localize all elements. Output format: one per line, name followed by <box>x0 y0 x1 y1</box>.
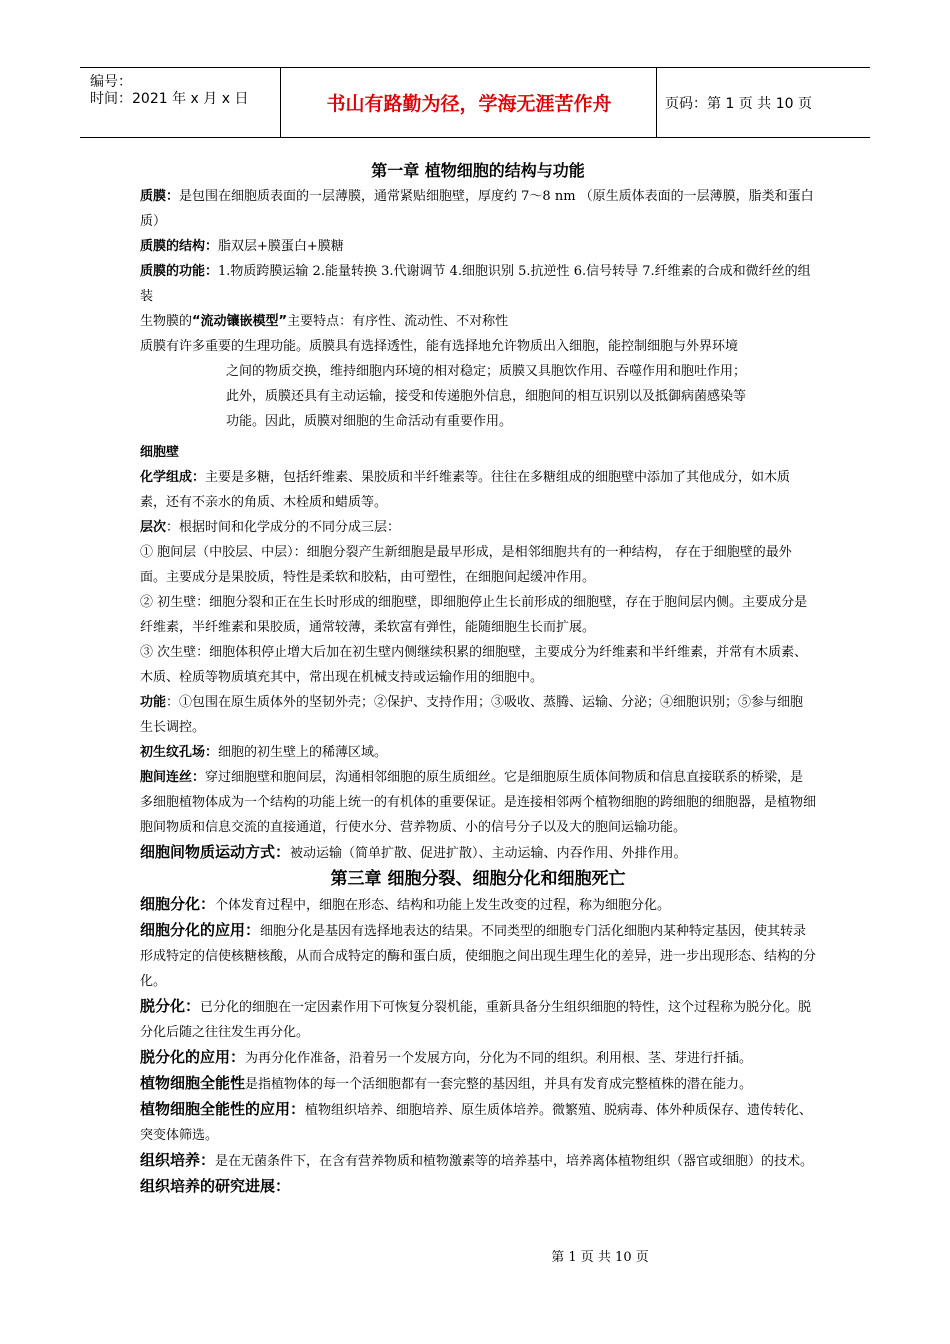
membrane-para-line1: 质膜有许多重要的生理功能。质膜具有选择透性，能有选择地允许物质出入细胞，能控制细胞与外界环境 <box>140 339 739 354</box>
page-footer: 第 1 页 共 10 页 <box>551 1250 649 1265</box>
membrane-structure: 质膜的结构：脂双层+膜蛋白+膜糖 <box>140 239 344 254</box>
membrane-para-line4: 功能。因此，质膜对细胞的生命活动有重要作用。 <box>226 414 513 429</box>
chapter-3-title: 第三章 细胞分裂、细胞分化和细胞死亡 <box>330 869 626 889</box>
primary-pit-field: 初生纹孔场：细胞的初生壁上的稀薄区域。 <box>140 745 388 760</box>
wall-functions: 功能：①包围在原生质体外的坚韧外壳；②保护、支持作用；③吸收、蒸腾、运输、分泌；④细胞识别；⑤参与细胞生长调控。 <box>140 695 804 735</box>
tissue-culture: 组织培养：是在无菌条件下，在含有营养物质和植物激素等的培养基中，培养离体植物组织（器官或细胞）的技术。 <box>140 1151 814 1169</box>
header-page-label: 页码：第 1 页 共 10 页 <box>665 95 812 112</box>
differentiation-application: 细胞分化的应用：细胞分化是基因有选择地表达的结果。不同类型的细胞专门活化细胞内某种特定基因，使其转录形成特定的信使核糖核酸，从而合成特定的酶和蛋白质，使细胞之间出现生理生化的差异，进一步出现形态、结构的分化。 <box>140 921 817 989</box>
page-header <box>80 67 870 138</box>
totipotency-application: 植物细胞全能性的应用：植物组织培养、细胞培养、原生质体培养。微繁殖、脱病毒、体外种质保存、遗传转化、突变体筛选。 <box>140 1100 813 1143</box>
totipotency: 植物细胞全能性是指植物体的每一个活细胞都有一套完整的基因组，并具有发育成完整植株的潜在能力。 <box>140 1074 753 1092</box>
document-body <box>140 158 816 1200</box>
header-motto: 书山有路勤为径，学海无涯苦作舟 <box>282 68 657 137</box>
chemical-composition: 化学组成：主要是多糖，包括纤维素、果胶质和半纤维素等。往往在多糖组成的细胞壁中添加了其他成分，如木质素，还有不亲水的角质、木栓质和蜡质等。 <box>140 470 791 510</box>
intercellular-transport: 细胞间物质运动方式：被动运输（简单扩散、促进扩散）、主动运输、内吞作用、外排作用。 <box>140 843 687 861</box>
dedifferentiation: 脱分化：已分化的细胞在一定因素作用下可恢复分裂机能，重新具备分生组织细胞的特性，这个过程称为脱分化。脱分化后随之往往发生再分化。 <box>140 997 812 1040</box>
fluid-mosaic-model: 生物膜的“流动镶嵌模型”主要特点：有序性、流动性、不对称性 <box>140 314 509 329</box>
membrane-def: 质膜：是包围在细胞质表面的一层薄膜，通常紧贴细胞壁，厚度约 7～8 nm （原生质体表面的一层薄膜，脂类和蛋白质） <box>140 189 814 229</box>
differentiation: 细胞分化：个体发育过程中，细胞在形态、结构和功能上发生改变的过程，称为细胞分化。 <box>140 895 671 913</box>
number-label: 编号： <box>90 74 132 90</box>
layer-secondary-wall: ③ 次生壁：细胞体积停止增大后加在初生壁内侧继续积累的细胞壁，主要成分为纤维素和半纤维素，并常有木质素、木质、栓质等物质填充其中，常出现在机械支持或运输作用的细胞中。 <box>140 645 808 685</box>
tissue-culture-progress: 组织培养的研究进展： <box>140 1177 291 1195</box>
membrane-para-line2: 之间的物质交换，维持细胞内环境的相对稳定；质膜又具胞饮作用、吞噬作用和胞吐作用； <box>226 364 747 379</box>
layers-intro: 层次：根据时间和化学成分的不同分成三层： <box>140 520 401 535</box>
layer-middle-lamella: ① 胞间层（中胶层、中层）：细胞分裂产生新细胞是最早形成，是相邻细胞共有的一种结构， 存在于细胞壁的最外面。主要成分是果胶质，特性是柔软和胶粘，由可塑性，在细胞间起缓冲作用。 <box>140 545 792 585</box>
dedifferentiation-application: 脱分化的应用：为再分化作准备，沿着另一个发展方向，分化为不同的组织。利用根、茎、芽进行扦插。 <box>140 1048 753 1066</box>
chapter-1-title: 第一章 植物细胞的结构与功能 <box>371 161 585 180</box>
plasmodesmata: 胞间连丝：穿过细胞壁和胞间层，沟通相邻细胞的原生质细丝。它是细胞原生质体间物质和信息直接联系的桥梁，是多细胞植物体成为一个结构的功能上统一的有机体的重要保证。是连接相邻两个植物细胞的跨细胞的细胞器，是植物细胞间物质和信息交流的直接通道，行使水分、营养物质、小的信号分子以及大的胞间运输功能。 <box>140 770 817 835</box>
date-label: 时间：2021 年 x 月 x 日 <box>90 91 249 107</box>
layer-primary-wall: ② 初生壁：细胞分裂和正在生长时形成的细胞壁，即细胞停止生长前形成的细胞壁，存在于胞间层内侧。主要成分是纤维素，半纤维素和果胶质，通常较薄，柔软富有弹性，能随细胞生长而扩展。 <box>140 595 808 635</box>
membrane-para-line3: 此外，质膜还具有主动运输，接受和传递胞外信息，细胞间的相互识别以及抵御病菌感染等 <box>226 389 747 404</box>
header-meta <box>80 68 281 137</box>
membrane-function: 质膜的功能：1.物质跨膜运输 2.能量转换 3.代谢调节 4.细胞识别 5.抗逆性 6.信号转导 7.纤维素的合成和微纤丝的组装 <box>140 264 811 304</box>
cell-wall-heading: 细胞壁 <box>140 445 180 460</box>
